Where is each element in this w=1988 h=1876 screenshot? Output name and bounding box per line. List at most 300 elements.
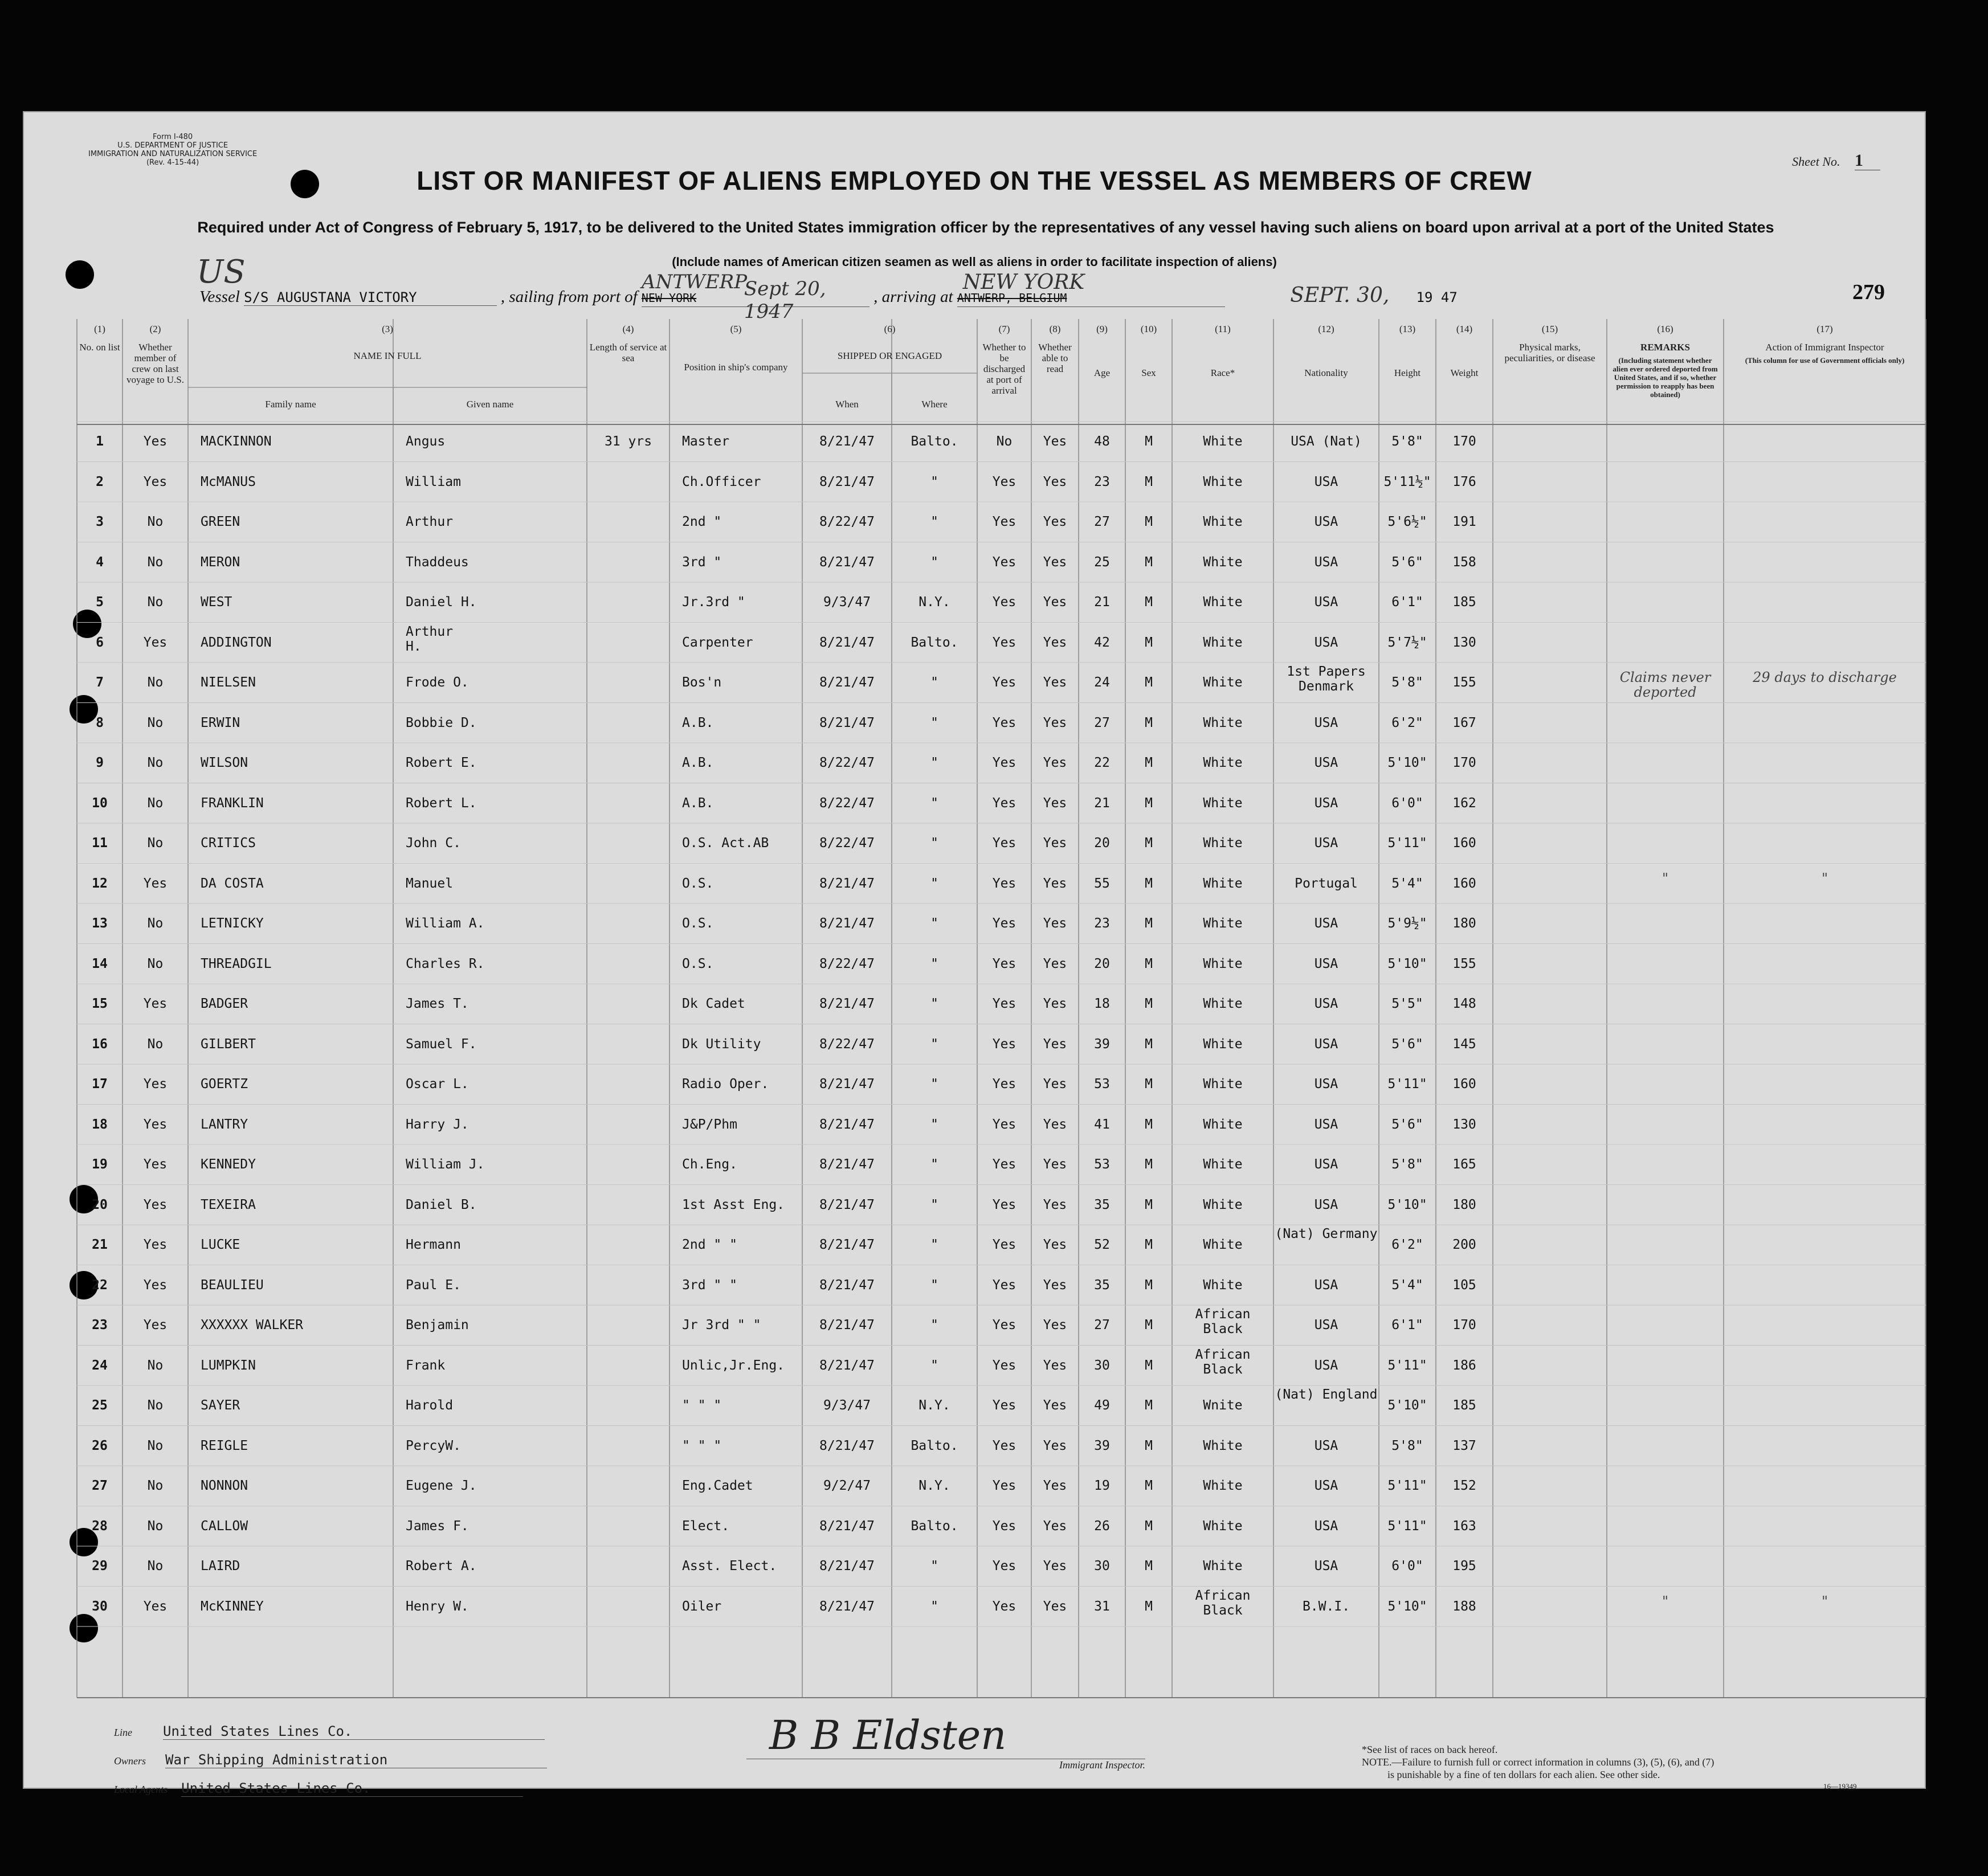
cell-when: 8/22/47	[819, 755, 875, 770]
cell-nationality: USA	[1314, 595, 1338, 610]
column-header-c8: Whether able to read	[1038, 342, 1072, 374]
service-name: IMMIGRATION AND NATURALIZATION SERVICE	[88, 150, 258, 158]
cell-family: LUMPKIN	[201, 1358, 256, 1373]
cell-sex: M	[1145, 434, 1153, 449]
cell-when: 8/21/47	[819, 474, 875, 489]
cell-read: Yes	[1043, 1036, 1067, 1052]
cell-no: 13	[92, 916, 108, 931]
cell-family: GOERTZ	[201, 1077, 248, 1092]
cell-sex: M	[1145, 1559, 1153, 1573]
cell-position: Bos'n	[682, 675, 722, 690]
cell-read: Yes	[1043, 1117, 1067, 1132]
cell-given: Henry W.	[406, 1599, 469, 1614]
column-number: (12)	[1318, 324, 1334, 334]
column-number: (3)	[382, 324, 393, 334]
column-number: (9)	[1096, 324, 1108, 334]
cell-when: 8/21/47	[819, 434, 875, 449]
cell-position: " " "	[682, 1398, 722, 1413]
cell-when: 8/22/47	[819, 956, 875, 971]
cell-height: 5'5"	[1391, 996, 1423, 1011]
cell-weight: 155	[1452, 956, 1476, 971]
cell-sex: M	[1145, 1077, 1153, 1092]
cell-prev: No	[147, 1036, 164, 1052]
cell-age: 19	[1094, 1478, 1110, 1493]
cell-position: Unlic,Jr.Eng.	[682, 1358, 785, 1373]
cell-prev: Yes	[143, 1157, 168, 1172]
cell-nationality: B.W.I.	[1302, 1599, 1350, 1614]
cell-remarks: Claims never deported	[1619, 669, 1711, 700]
cell-race: White	[1203, 434, 1243, 449]
cell-position: 2nd " "	[682, 1237, 737, 1252]
cell-sex: M	[1145, 795, 1153, 811]
cell-no: 8	[96, 715, 104, 730]
cell-height: 5'11"	[1387, 1358, 1427, 1373]
sailing-date-handwritten: Sept 20, 1947	[744, 277, 826, 323]
cell-position: A.B.	[682, 795, 714, 811]
penalty-note-cont: is punishable by a fine of ten dollars for each alien. See other side.	[1387, 1769, 1660, 1780]
cell-when: 8/21/47	[819, 1438, 875, 1453]
cell-weight: 180	[1452, 916, 1476, 931]
cell-where: "	[930, 755, 938, 770]
cell-prev: No	[147, 514, 164, 529]
cell-family: REIGLE	[201, 1438, 248, 1453]
cell-no: 23	[92, 1318, 108, 1333]
cell-position: Dk Utility	[682, 1036, 761, 1052]
cell-discharged: Yes	[992, 514, 1017, 529]
cell-read: Yes	[1043, 1599, 1067, 1614]
arrival-port-handwritten: NEW YORK	[962, 271, 1085, 294]
cell-sex: M	[1145, 996, 1153, 1011]
cell-family: LETNICKY	[201, 916, 264, 931]
cell-nationality: USA	[1314, 1318, 1338, 1333]
cell-when: 8/21/47	[819, 1358, 875, 1373]
cell-read: Yes	[1043, 876, 1067, 891]
cell-race: White	[1203, 836, 1243, 851]
cell-when: 8/22/47	[819, 514, 875, 529]
cell-where: "	[930, 1197, 938, 1212]
cell-read: Yes	[1043, 1398, 1067, 1413]
vessel-name: S/S AUGUSTANA VICTORY	[244, 289, 496, 306]
cell-where: "	[930, 1358, 938, 1373]
cell-nationality: USA	[1314, 1117, 1338, 1132]
cell-sex: M	[1145, 1237, 1153, 1252]
cell-action: "	[1821, 870, 1828, 886]
cell-sex: M	[1145, 514, 1153, 529]
cell-discharged: Yes	[992, 1237, 1017, 1252]
cell-prev: No	[147, 1438, 164, 1453]
cell-family: CALLOW	[201, 1518, 248, 1534]
cell-no: 11	[92, 836, 108, 851]
cell-position: Elect.	[682, 1518, 730, 1534]
cell-prev: No	[147, 1398, 164, 1413]
cell-nationality: USA	[1314, 836, 1338, 851]
cell-age: 21	[1094, 795, 1110, 811]
cell-family: DA COSTA	[201, 876, 264, 891]
cell-race: White	[1203, 1036, 1243, 1052]
cell-when: 9/3/47	[823, 595, 871, 610]
cell-weight: 170	[1452, 1318, 1476, 1333]
cell-age: 53	[1094, 1157, 1110, 1172]
column-header-c3: NAME IN FULL	[353, 350, 422, 361]
cell-when: 8/21/47	[819, 1599, 875, 1614]
cell-family: McKINNEY	[201, 1599, 264, 1614]
cell-weight: 145	[1452, 1036, 1476, 1052]
cell-where: "	[930, 1318, 938, 1333]
cell-sex: M	[1145, 1277, 1153, 1293]
cell-discharged: Yes	[992, 635, 1017, 650]
arrival-year: 19 47	[1416, 289, 1458, 305]
handwritten-prefix: US	[197, 254, 246, 291]
cell-given: Daniel B.	[406, 1197, 477, 1212]
column-header-c11: Race*	[1210, 367, 1235, 378]
cell-position: Master	[682, 434, 730, 449]
cell-when: 9/3/47	[823, 1398, 871, 1413]
cell-nationality: USA	[1314, 1559, 1338, 1573]
cell-race: White	[1203, 795, 1243, 811]
cell-read: Yes	[1043, 554, 1067, 570]
cell-weight: 155	[1452, 675, 1476, 690]
cell-prev: No	[147, 595, 164, 610]
cell-weight: 180	[1452, 1197, 1476, 1212]
column-number: (10)	[1140, 324, 1157, 334]
cell-given: Oscar L.	[406, 1077, 469, 1092]
cell-read: Yes	[1043, 514, 1067, 529]
column-number: (7)	[998, 324, 1010, 334]
cell-read: Yes	[1043, 1157, 1067, 1172]
cell-discharged: Yes	[992, 956, 1017, 971]
cell-position: Jr.3rd "	[682, 595, 745, 610]
cell-height: 5'10"	[1387, 1398, 1427, 1413]
cell-no: 21	[92, 1237, 108, 1252]
cell-nationality: USA	[1314, 1438, 1338, 1453]
cell-height: 5'8"	[1391, 434, 1423, 449]
cell-height: 6'2"	[1391, 715, 1423, 730]
cell-where: "	[930, 1117, 938, 1132]
cell-race: White	[1203, 876, 1243, 891]
cell-weight: 195	[1452, 1559, 1476, 1573]
cell-when: 8/21/47	[819, 1559, 875, 1573]
cell-given: PercyW.	[406, 1438, 461, 1453]
cell-when: 8/21/47	[819, 1077, 875, 1092]
cell-weight: 186	[1452, 1358, 1476, 1373]
cell-race: White	[1203, 554, 1243, 570]
cell-no: 18	[92, 1117, 108, 1132]
cell-race: White	[1203, 474, 1243, 489]
cell-family: FRANKLIN	[201, 795, 264, 811]
cell-sex: M	[1145, 675, 1153, 690]
column-header-c17: Action of Immigrant Inspector	[1765, 342, 1884, 353]
cell-height: 5'6"	[1391, 1117, 1423, 1132]
cell-nationality: USA	[1314, 1036, 1338, 1052]
cell-when: 8/22/47	[819, 795, 875, 811]
cell-height: 5'10"	[1387, 1197, 1427, 1212]
cell-where: N.Y.	[919, 1478, 950, 1493]
cell-discharged: Yes	[992, 916, 1017, 931]
cell-sex: M	[1145, 715, 1153, 730]
department-name: U.S. DEPARTMENT OF JUSTICE	[117, 141, 228, 150]
cell-no: 7	[96, 675, 104, 690]
cell-family: ERWIN	[201, 715, 240, 730]
cell-prev: Yes	[143, 876, 168, 891]
cell-nationality: USA	[1314, 474, 1338, 489]
cell-nationality: USA	[1314, 1277, 1338, 1293]
column-header-c10: Sex	[1141, 367, 1156, 378]
cell-service: 31 yrs	[604, 434, 652, 449]
cell-discharged: Yes	[992, 1358, 1017, 1373]
cell-family: LUCKE	[201, 1237, 240, 1252]
cell-age: 55	[1094, 876, 1110, 891]
cell-weight: 170	[1452, 434, 1476, 449]
cell-given: Harold	[406, 1398, 454, 1413]
column-header-c12: Nationality	[1304, 367, 1348, 378]
column-header-c7: Whether to be discharged at port of arrival	[982, 342, 1026, 396]
cell-prev: No	[147, 755, 164, 770]
cell-discharged: Yes	[992, 1077, 1017, 1092]
cell-sex: M	[1145, 836, 1153, 851]
column-number: (15)	[1541, 324, 1558, 334]
cell-family: SAYER	[201, 1398, 240, 1413]
cell-height: 6'1"	[1391, 1318, 1423, 1333]
cell-discharged: Yes	[992, 554, 1017, 570]
column-number: (11)	[1215, 324, 1231, 334]
cell-height: 5'11"	[1387, 1478, 1427, 1493]
sailing-label: , sailing from port of	[500, 288, 638, 306]
cell-read: Yes	[1043, 1318, 1067, 1333]
sailing-port-struck: NEW YORK	[641, 291, 697, 305]
cell-family: NIELSEN	[201, 675, 256, 690]
cell-race: White	[1203, 1157, 1243, 1172]
column-number: (13)	[1399, 324, 1416, 334]
inspector-signature-block	[746, 1712, 1145, 1771]
cell-family: KENNEDY	[201, 1157, 256, 1172]
cell-height: 5'10"	[1387, 956, 1427, 971]
cell-race: White	[1203, 1559, 1243, 1573]
cell-sex: M	[1145, 755, 1153, 770]
subheader-c17: (This column for use of Government officials only)	[1745, 356, 1905, 365]
cell-when: 8/22/47	[819, 836, 875, 851]
form-identifier	[88, 133, 257, 167]
cell-age: 24	[1094, 675, 1110, 690]
cell-given: Robert A.	[406, 1559, 477, 1573]
cell-discharged: Yes	[992, 715, 1017, 730]
cell-prev: No	[147, 836, 164, 851]
cell-no: 24	[92, 1358, 108, 1373]
cell-where: "	[930, 1036, 938, 1052]
cell-prev: Yes	[143, 1117, 168, 1132]
cell-where: "	[930, 795, 938, 811]
footer-owners	[114, 1752, 547, 1768]
cell-read: Yes	[1043, 1237, 1067, 1252]
cell-when: 8/21/47	[819, 916, 875, 931]
sheet-number-value: 1	[1855, 151, 1880, 170]
cell-when: 8/21/47	[819, 675, 875, 690]
cell-given: Thaddeus	[406, 554, 469, 570]
cell-prev: Yes	[143, 474, 168, 489]
cell-prev: Yes	[143, 1237, 168, 1252]
cell-no: 30	[92, 1599, 108, 1614]
cell-weight: 158	[1452, 554, 1476, 570]
cell-no: 28	[92, 1518, 108, 1534]
cell-no: 20	[92, 1197, 108, 1212]
cell-discharged: Yes	[992, 876, 1017, 891]
line-value: United States Lines Co.	[163, 1723, 545, 1740]
cell-race: White	[1203, 956, 1243, 971]
cell-no: 5	[96, 595, 104, 610]
crew-table	[77, 319, 1926, 1698]
cell-position: Ch.Officer	[682, 474, 761, 489]
cell-age: 27	[1094, 514, 1110, 529]
cell-where: "	[930, 514, 938, 529]
cell-when: 8/21/47	[819, 715, 875, 730]
cell-position: 2nd "	[682, 514, 722, 529]
cell-given: Eugene J.	[406, 1478, 477, 1493]
form-revision: (Rev. 4-15-44)	[146, 158, 199, 167]
cell-weight: 163	[1452, 1518, 1476, 1534]
cell-race: White	[1203, 996, 1243, 1011]
agents-label: Local Agents	[114, 1784, 168, 1795]
cell-race: White	[1203, 1438, 1243, 1453]
cell-height: 5'6"	[1391, 554, 1423, 570]
cell-where: Balto.	[911, 434, 958, 449]
cell-nationality: USA	[1314, 1358, 1338, 1373]
cell-given: Bobbie D.	[406, 715, 477, 730]
cell-read: Yes	[1043, 1518, 1067, 1534]
cell-weight: 185	[1452, 1398, 1476, 1413]
cell-position: Asst. Elect.	[682, 1559, 777, 1573]
footer-line	[114, 1723, 545, 1740]
cell-no: 4	[96, 554, 104, 570]
cell-weight: 160	[1452, 876, 1476, 891]
cell-nationality: USA	[1314, 1157, 1338, 1172]
vessel-label: Vessel	[199, 288, 240, 306]
cell-discharged: Yes	[992, 1117, 1017, 1132]
cell-when: 8/21/47	[819, 996, 875, 1011]
cell-age: 35	[1094, 1197, 1110, 1212]
cell-age: 52	[1094, 1237, 1110, 1252]
cell-height: 5'6"	[1391, 1036, 1423, 1052]
cell-given: James T.	[406, 996, 469, 1011]
cell-when: 8/21/47	[819, 1237, 875, 1252]
cell-weight: 185	[1452, 595, 1476, 610]
cell-family: BADGER	[201, 996, 248, 1011]
cell-when: 8/21/47	[819, 1518, 875, 1534]
cell-weight: 152	[1452, 1478, 1476, 1493]
cell-prev: No	[147, 1478, 164, 1493]
penalty-note: NOTE.—Failure to furnish full or correct information in columns (3), (5), (6), and (7)	[1362, 1756, 1715, 1768]
cell-read: Yes	[1043, 836, 1067, 851]
cell-read: Yes	[1043, 434, 1067, 449]
cell-family: LAIRD	[201, 1559, 240, 1573]
column-number: (5)	[730, 324, 742, 334]
cell-age: 27	[1094, 1318, 1110, 1333]
cell-prev: Yes	[143, 1318, 168, 1333]
cell-age: 30	[1094, 1559, 1110, 1573]
cell-weight: 105	[1452, 1277, 1476, 1293]
cell-family: WILSON	[201, 755, 248, 770]
cell-read: Yes	[1043, 755, 1067, 770]
cell-discharged: Yes	[992, 1438, 1017, 1453]
cell-given: Daniel H.	[406, 595, 477, 610]
cell-given: William A.	[406, 916, 485, 931]
cell-when: 8/21/47	[819, 876, 875, 891]
cell-where: Balto.	[911, 635, 958, 650]
manifest-page	[23, 111, 1926, 1796]
cell-family: MACKINNON	[201, 434, 272, 449]
cell-age: 20	[1094, 956, 1110, 971]
cell-race: White	[1203, 1277, 1243, 1293]
cell-height: 5'9½"	[1387, 916, 1427, 931]
cell-discharged: Yes	[992, 1478, 1017, 1493]
cell-position: " " "	[682, 1438, 722, 1453]
cell-family: BEAULIEU	[201, 1277, 264, 1293]
cell-where: "	[930, 1277, 938, 1293]
cell-discharged: Yes	[992, 1277, 1017, 1293]
cell-where: "	[930, 675, 938, 690]
cell-where: "	[930, 956, 938, 971]
cell-family: THREADGIL	[201, 956, 272, 971]
cell-height: 5'8"	[1391, 1438, 1423, 1453]
cell-read: Yes	[1043, 1277, 1067, 1293]
cell-given: Frode O.	[406, 675, 469, 690]
cell-family: XXXXXX WALKER	[201, 1318, 304, 1333]
cell-sex: M	[1145, 1358, 1153, 1373]
cell-prev: No	[147, 916, 164, 931]
cell-where: Balto.	[911, 1518, 958, 1534]
cell-age: 42	[1094, 635, 1110, 650]
cell-height: 5'4"	[1391, 1277, 1423, 1293]
cell-prev: No	[147, 715, 164, 730]
cell-nationality: USA	[1314, 514, 1338, 529]
cell-sex: M	[1145, 595, 1153, 610]
cell-discharged: Yes	[992, 755, 1017, 770]
cell-no: 17	[92, 1077, 108, 1092]
cell-prev: Yes	[143, 1197, 168, 1212]
cell-family: TEXEIRA	[201, 1197, 256, 1212]
cell-nationality: USA	[1314, 1518, 1338, 1534]
line-label: Line	[114, 1727, 133, 1738]
cell-read: Yes	[1043, 1358, 1067, 1373]
agents-value: United States Lines Co.	[181, 1780, 523, 1797]
cell-height: 5'7½"	[1387, 635, 1427, 650]
cell-family: CRITICS	[201, 836, 256, 851]
cell-race: White	[1203, 1478, 1243, 1493]
cell-given: Manuel	[406, 876, 454, 891]
cell-race: White	[1203, 675, 1243, 690]
cell-height: 6'2"	[1391, 1237, 1423, 1252]
column-header-c5: Position in ship's company	[684, 362, 788, 373]
sheet-label: Sheet No.	[1792, 154, 1840, 169]
cell-race: African Black	[1195, 1307, 1251, 1337]
cell-prev: Yes	[143, 1077, 168, 1092]
cell-position: Carpenter	[682, 635, 753, 650]
cell-sex: M	[1145, 1478, 1153, 1493]
cell-when: 8/21/47	[819, 1117, 875, 1132]
cell-discharged: No	[996, 434, 1013, 449]
cell-race: White	[1203, 1237, 1243, 1252]
cell-age: 26	[1094, 1518, 1110, 1534]
cell-nationality: USA (Nat)	[1291, 434, 1362, 449]
cell-when: 8/21/47	[819, 1318, 875, 1333]
cell-sex: M	[1145, 554, 1153, 570]
cell-no: 29	[92, 1559, 108, 1573]
cell-age: 39	[1094, 1036, 1110, 1052]
cell-weight: 165	[1452, 1157, 1476, 1172]
cell-height: 5'11"	[1387, 1518, 1427, 1534]
cell-height: 5'11"	[1387, 836, 1427, 851]
cell-discharged: Yes	[992, 1036, 1017, 1052]
cell-weight: 176	[1452, 474, 1476, 489]
cell-height: 5'11"	[1387, 1077, 1427, 1092]
